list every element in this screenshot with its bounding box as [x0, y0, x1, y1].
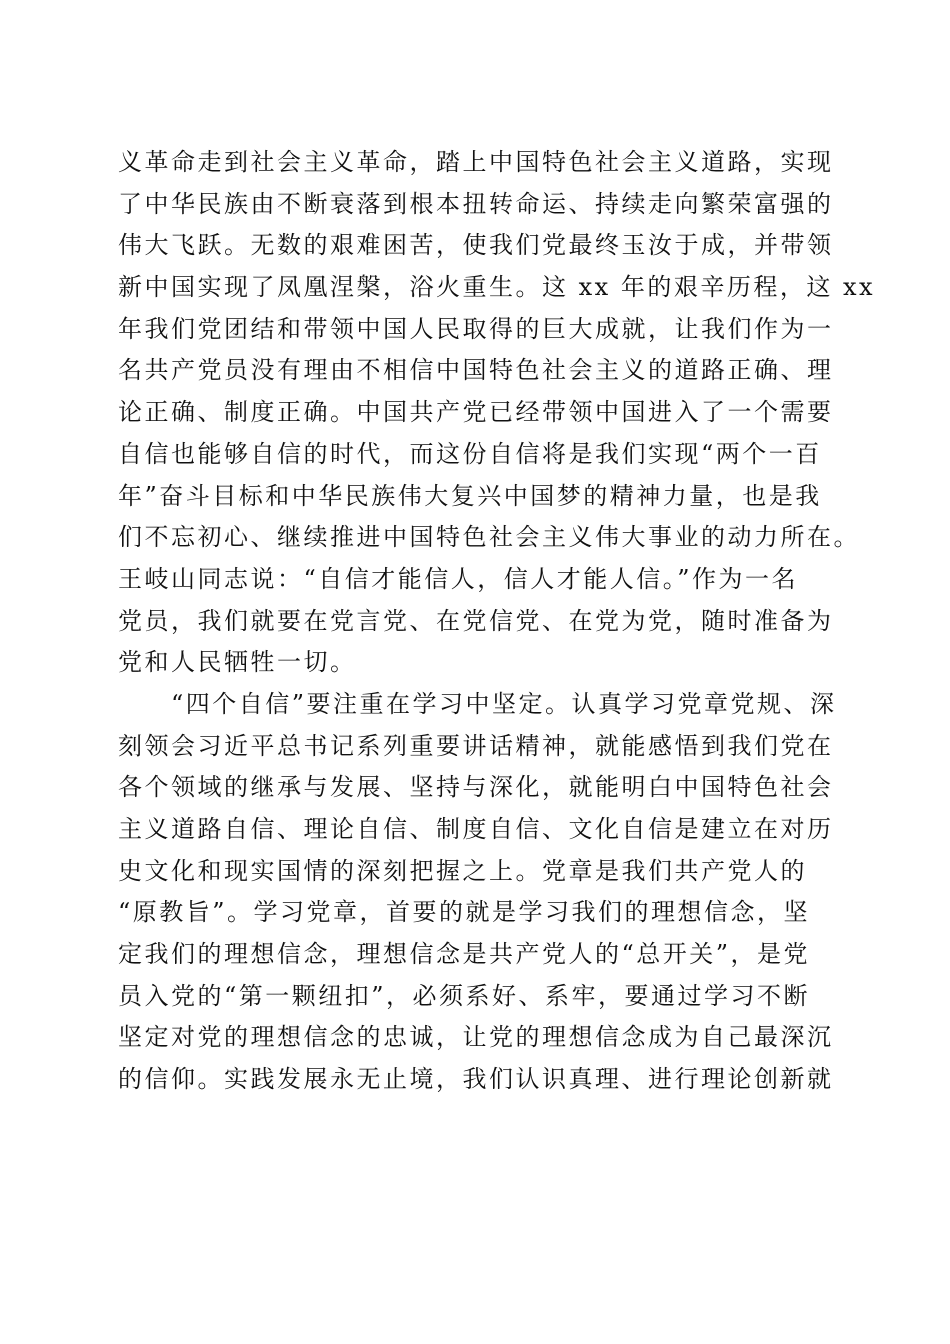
text-line: 新中国实现了凤凰涅槃，浴火重生。这 xx 年的艰辛历程，这 xx [118, 273, 876, 302]
text-line: 了中华民族由不断衰落到根本扭转命运、持续走向繁荣富强的 [118, 189, 834, 218]
text-line: 自信也能够自信的时代，而这份自信将是我们实现“两个一百 [118, 439, 822, 468]
text-line: 定我们的理想信念，理想信念是共产党人的“总开关”，是党 [118, 940, 811, 969]
text-line: 名共产党员没有理由不相信中国特色社会主义的道路正确、理 [118, 356, 834, 385]
text-line: 年”奋斗目标和中华民族伟大复兴中国梦的精神力量，也是我 [118, 481, 822, 510]
text-line: 党员，我们就要在党言党、在党信党、在党为党，随时准备为 [118, 606, 834, 635]
text-line: 王岐山同志说：“自信才能信人，信人才能人信。”作为一名 [118, 564, 799, 593]
text-line: 党和人民牺牲一切。 [118, 648, 357, 677]
text-line: 主义道路自信、理论自信、制度自信、文化自信是建立在对历 [118, 815, 834, 843]
text-line: “原教旨”。学习党章，首要的就是学习我们的理想信念，坚 [118, 898, 811, 927]
text-line: 的信仰。实践发展永无止境，我们认识真理、进行理论创新就 [118, 1065, 834, 1094]
text-line: 伟大飞跃。无数的艰难困苦，使我们党最终玉汝于成，并带领 [118, 231, 834, 260]
text-line: 年我们党团结和带领中国人民取得的巨大成就，让我们作为一 [118, 314, 834, 343]
paragraph-start-line: “四个自信”要注重在学习中坚定。认真学习党章党规、深 [118, 689, 837, 718]
text-line: 史文化和现实国情的深刻把握之上。党章是我们共产党人的 [118, 856, 807, 885]
body-text [118, 142, 876, 1101]
text-line: 论正确、制度正确。中国共产党已经带领中国进入了一个需要 [118, 398, 834, 427]
text-line: 刻领会习近平总书记系列重要讲话精神，就能感悟到我们党在 [118, 731, 834, 760]
text-line: 们不忘初心、继续推进中国特色社会主义伟大事业的动力所在。 [118, 523, 860, 552]
text-line: 各个领域的继承与发展、坚持与深化，就能明白中国特色社会 [118, 773, 834, 802]
text-line: 坚定对党的理想信念的忠诚，让党的理想信念成为自己最深沉 [118, 1023, 834, 1052]
text-line: 员入党的“第一颗纽扣”，必须系好、系牢，要通过学习不断 [118, 981, 811, 1010]
text-line: 义革命走到社会主义革命，踏上中国特色社会主义道路，实现 [118, 148, 834, 176]
